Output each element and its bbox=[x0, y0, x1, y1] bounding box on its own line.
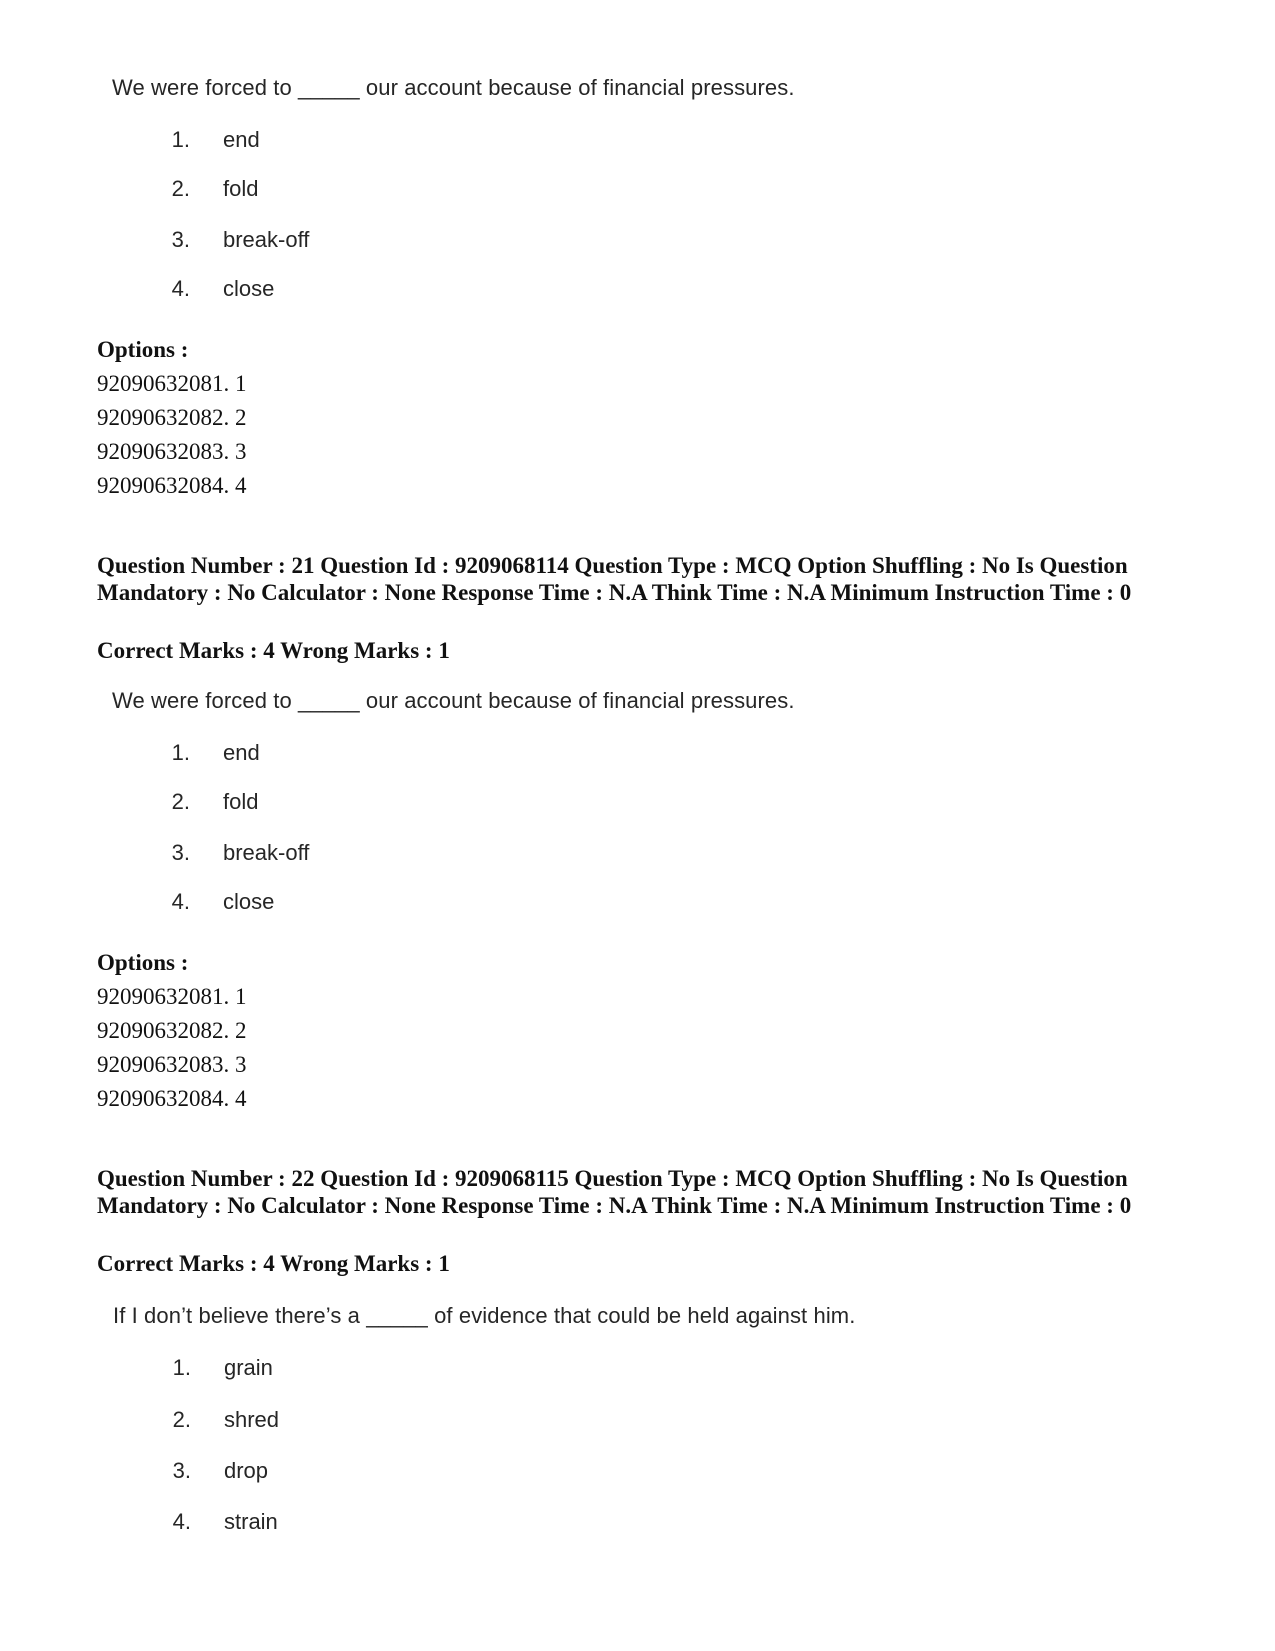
question-meta: Question Number : 21 Question Id : 9209068114 Question Type : MCQ Option Shuffling : No Is Question Mandatory : No Calculator : None Response Time : N.A Think Time : N.A Minimum Instruction Time : 0 bbox=[97, 553, 1132, 605]
option-id: 92090632083. 3 bbox=[97, 1052, 247, 1077]
question-marks: Correct Marks : 4 Wrong Marks : 1 bbox=[97, 1251, 450, 1276]
option-id: 92090632081. 1 bbox=[97, 984, 247, 1009]
option-id: 92090632082. 2 bbox=[97, 1018, 247, 1043]
option-id: 92090632082. 2 bbox=[97, 405, 247, 430]
option-id: 92090632084. 4 bbox=[97, 1086, 247, 1111]
question-image: We were forced to _____ our account because of financial pressures. 1. end 2. fold 3. break-off 4. close bbox=[112, 75, 1012, 315]
question-marks: Correct Marks : 4 Wrong Marks : 1 bbox=[97, 638, 450, 663]
question-image: If I don’t believe there’s a _____ of evidence that could be held against him. 1. grain 2. shred 3. drop 4. strain bbox=[113, 1303, 1033, 1553]
option-id: 92090632083. 3 bbox=[97, 439, 247, 464]
options-section bbox=[97, 333, 247, 503]
option-id: 92090632084. 4 bbox=[97, 473, 247, 498]
question-stem: If I don’t believe there’s a _____ of evidence that could be held against him. bbox=[113, 1303, 856, 1328]
question-image: We were forced to _____ our account because of financial pressures. 1. end 2. fold 3. break-off 4. close bbox=[112, 688, 1012, 928]
options-section bbox=[97, 946, 247, 1116]
question-stem: We were forced to _____ our account because of financial pressures. bbox=[112, 688, 795, 713]
question-meta: Question Number : 22 Question Id : 9209068115 Question Type : MCQ Option Shuffling : No Is Question Mandatory : No Calculator : None Response Time : N.A Think Time : N.A Minimum Instruction Time : 0 bbox=[97, 1166, 1132, 1218]
options-label: Options : bbox=[97, 950, 189, 975]
option-id: 92090632081. 1 bbox=[97, 371, 247, 396]
options-label: Options : bbox=[97, 337, 189, 362]
question-stem: We were forced to _____ our account because of financial pressures. bbox=[112, 75, 795, 100]
